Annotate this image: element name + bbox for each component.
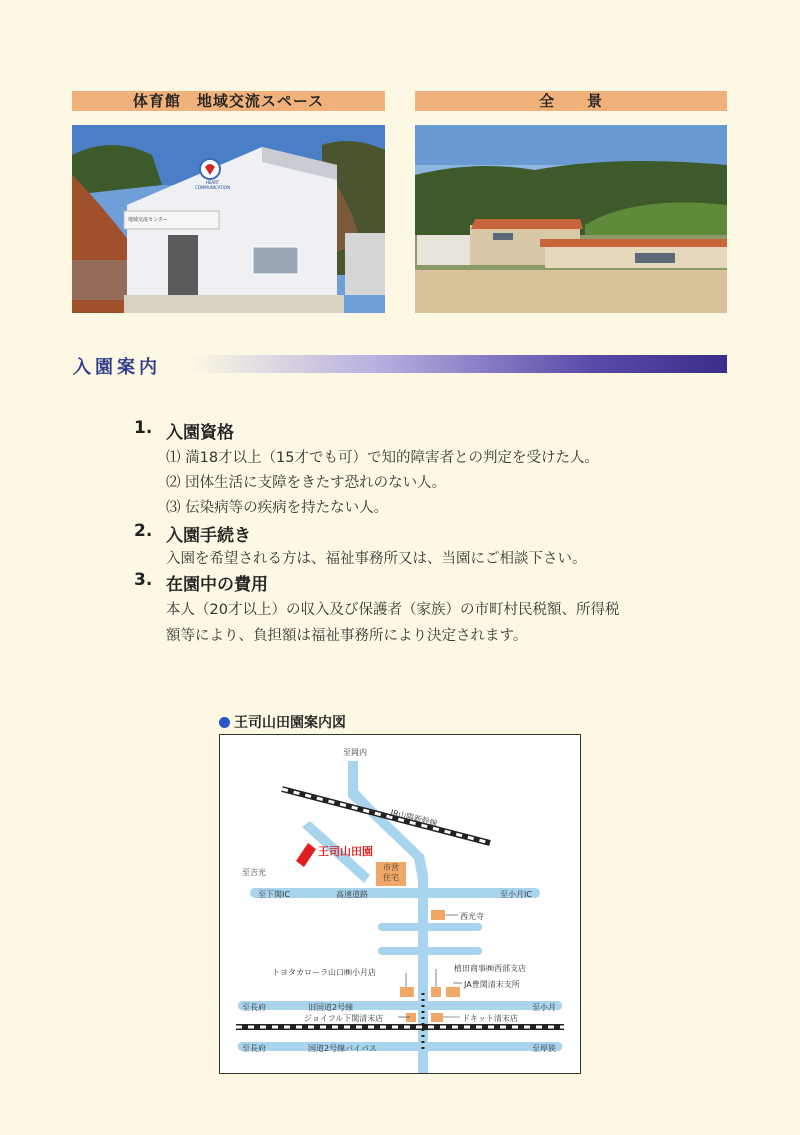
joyful-marker xyxy=(406,1013,416,1022)
bypass-road xyxy=(238,1042,562,1051)
label-to-ozuki-ic: 至小月IC xyxy=(500,890,532,899)
saikoji-marker xyxy=(431,910,445,920)
label-saikoji: 西光寺 xyxy=(460,912,484,921)
map-title-text: 王司山田園案内図 xyxy=(234,715,346,731)
label-to-okauchi: 至岡内 xyxy=(343,748,367,757)
label-joyful: ジョイフル下関清末店 xyxy=(304,1014,384,1023)
label-expressway: 高速道路 xyxy=(336,890,368,899)
photo-caption-overview: 全 景 xyxy=(415,91,727,111)
side-road-2 xyxy=(378,947,482,955)
map-title xyxy=(219,712,346,732)
label-to-koshi: 至吉光 xyxy=(242,868,266,877)
item-line: 本人（20才以上）の収入及び保護者（家族）の市町村民税額、所得税 xyxy=(166,602,620,618)
item-heading: 入園資格 xyxy=(166,423,234,443)
label-to-shimonoseki-ic: 至下関IC xyxy=(258,890,290,899)
item-number: 3. xyxy=(134,570,153,590)
facility-marker xyxy=(296,843,316,867)
label-to-asa: 至厚狭 xyxy=(532,1044,556,1053)
item-line: 額等により、負担額は福祉事務所により決定されます。 xyxy=(166,628,528,644)
item-heading: 在園中の費用 xyxy=(166,575,268,595)
photo-overview xyxy=(415,125,727,313)
label-to-chofu-2: 至長府 xyxy=(242,1044,266,1053)
bullet-dot-icon xyxy=(219,717,230,728)
label-route2-old: 旧国道2号線 xyxy=(308,1003,354,1012)
photo-gymnasium xyxy=(72,125,385,313)
item-line: ⑶ 伝染病等の疾病を持たない人。 xyxy=(166,500,389,516)
logo-text: HEART COMMUNICATION xyxy=(195,180,230,190)
expressway-road xyxy=(250,888,540,898)
label-to-chofu-1: 至長府 xyxy=(242,1003,266,1012)
access-map xyxy=(219,734,581,1074)
item-line: ⑴ 満18才以上（15才でも可）で知的障害者との判定を受けた人。 xyxy=(166,450,600,466)
label-shinkansen: JR山陽新幹線 xyxy=(389,807,439,829)
label-ja: JA豊関清末支所 xyxy=(464,980,520,989)
item-number: 2. xyxy=(134,521,153,541)
side-road-1 xyxy=(378,923,482,931)
hiyoshi-marker xyxy=(431,987,441,997)
item-line: ⑵ 団体生活に支障をきたす恐れのない人。 xyxy=(166,475,447,491)
item-heading: 入園手続き xyxy=(166,526,251,546)
photo-caption-gym: 体育館 地域交流スペース xyxy=(72,91,385,111)
ja-marker xyxy=(446,987,460,997)
label-facility: 王司山田園 xyxy=(318,845,373,858)
toyota-marker xyxy=(400,987,414,997)
label-route2-bypass: 国道2号線バイパス xyxy=(308,1044,377,1053)
label-hiyoshi: 植田商事㈱西部支店 xyxy=(454,964,526,973)
label-city-housing: 市営 住宅 xyxy=(383,863,399,882)
label-dokitto: ドキット清末店 xyxy=(462,1014,518,1023)
item-line: 入園を希望される方は、福祉事務所又は、当園にご相談下さい。 xyxy=(166,551,587,567)
dokitto-marker xyxy=(431,1013,443,1022)
section-title: 入園案内 xyxy=(73,357,161,378)
label-to-ozuki: 至小月 xyxy=(532,1003,556,1012)
old-route2-road xyxy=(238,1001,562,1010)
section-divider xyxy=(190,355,727,373)
item-number: 1. xyxy=(134,418,153,438)
building-sign: 地域交流センター xyxy=(128,217,168,223)
label-toyota: トヨタカローラ山口㈱小月店 xyxy=(272,968,376,977)
